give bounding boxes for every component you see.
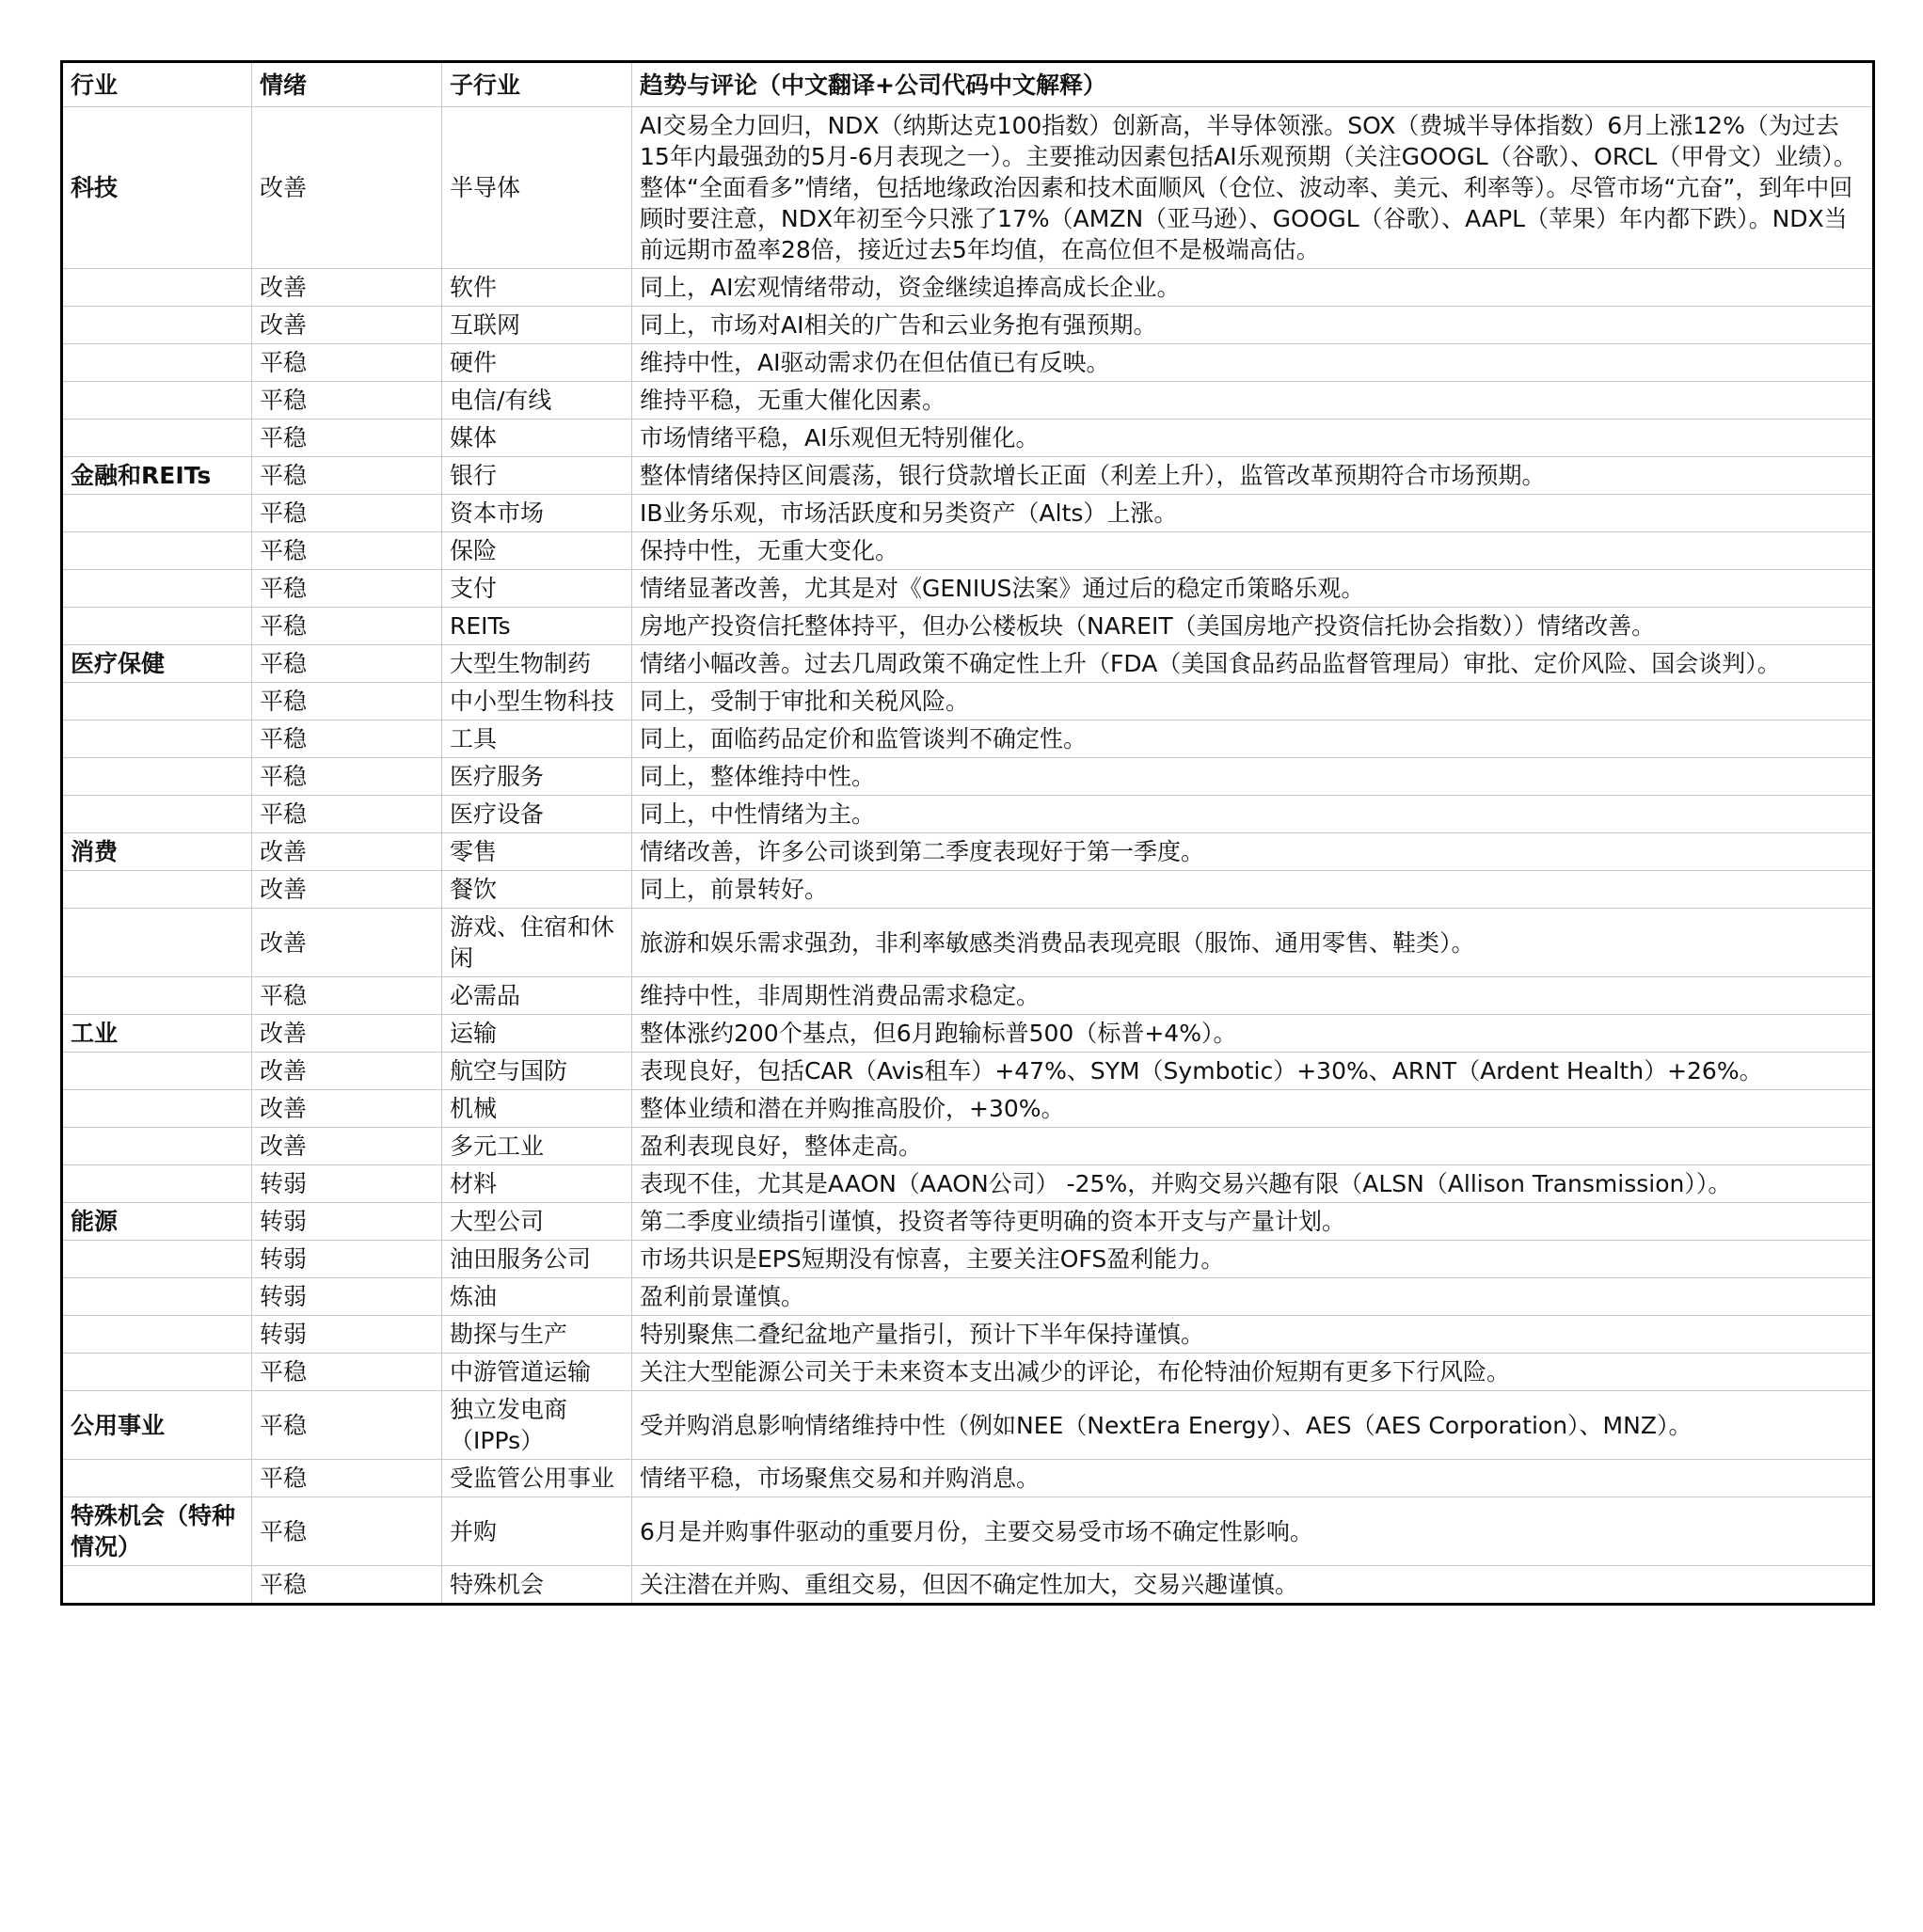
table-row bbox=[62, 1203, 1874, 1241]
industry-cell bbox=[62, 909, 252, 977]
subindustry-cell: 大型生物制药 bbox=[442, 645, 632, 683]
sentiment-cell: 转弱 bbox=[252, 1203, 442, 1241]
table-row bbox=[62, 1566, 1874, 1605]
header-sentiment: 情绪 bbox=[252, 62, 442, 107]
sentiment-cell: 改善 bbox=[252, 107, 442, 269]
subindustry-cell: 大型公司 bbox=[442, 1203, 632, 1241]
table-row bbox=[62, 608, 1874, 645]
subindustry-cell: 油田服务公司 bbox=[442, 1241, 632, 1278]
header-row bbox=[62, 62, 1874, 107]
industry-cell bbox=[62, 758, 252, 796]
sentiment-cell: 平稳 bbox=[252, 796, 442, 833]
comment-cell: 同上，中性情绪为主。 bbox=[632, 796, 1874, 833]
header-industry: 行业 bbox=[62, 62, 252, 107]
comment-cell: 同上，AI宏观情绪带动，资金继续追捧高成长企业。 bbox=[632, 269, 1874, 307]
table-row bbox=[62, 1165, 1874, 1203]
sector-sentiment-table bbox=[60, 60, 1875, 1606]
industry-cell: 金融和REITs bbox=[62, 457, 252, 495]
sentiment-cell: 平稳 bbox=[252, 608, 442, 645]
industry-cell: 工业 bbox=[62, 1015, 252, 1053]
subindustry-cell: 材料 bbox=[442, 1165, 632, 1203]
industry-cell bbox=[62, 1354, 252, 1391]
subindustry-cell: 软件 bbox=[442, 269, 632, 307]
table-row bbox=[62, 269, 1874, 307]
industry-cell bbox=[62, 1090, 252, 1128]
sentiment-cell: 改善 bbox=[252, 909, 442, 977]
subindustry-cell: 医疗服务 bbox=[442, 758, 632, 796]
sentiment-cell: 转弱 bbox=[252, 1278, 442, 1316]
comment-cell: 情绪显著改善，尤其是对《GENIUS法案》通过后的稳定币策略乐观。 bbox=[632, 570, 1874, 608]
sentiment-cell: 改善 bbox=[252, 1015, 442, 1053]
industry-cell bbox=[62, 1566, 252, 1605]
industry-cell bbox=[62, 1165, 252, 1203]
table-row bbox=[62, 721, 1874, 758]
comment-cell: 受并购消息影响情绪维持中性（例如NEE（NextEra Energy）、AES（AES Corporation）、MNZ）。 bbox=[632, 1391, 1874, 1460]
comment-cell: 维持中性，AI驱动需求仍在但估值已有反映。 bbox=[632, 344, 1874, 382]
table-row bbox=[62, 382, 1874, 420]
industry-cell bbox=[62, 1278, 252, 1316]
table-row bbox=[62, 107, 1874, 269]
subindustry-cell: 媒体 bbox=[442, 420, 632, 457]
subindustry-cell: 工具 bbox=[442, 721, 632, 758]
subindustry-cell: 零售 bbox=[442, 833, 632, 871]
table-row bbox=[62, 683, 1874, 721]
industry-cell bbox=[62, 570, 252, 608]
subindustry-cell: 电信/有线 bbox=[442, 382, 632, 420]
subindustry-cell: 支付 bbox=[442, 570, 632, 608]
table-row bbox=[62, 1391, 1874, 1460]
table-row bbox=[62, 457, 1874, 495]
comment-cell: 同上，市场对AI相关的广告和云业务抱有强预期。 bbox=[632, 307, 1874, 344]
table-row bbox=[62, 1354, 1874, 1391]
comment-cell: 整体业绩和潜在并购推高股价，+30%。 bbox=[632, 1090, 1874, 1128]
sentiment-cell: 平稳 bbox=[252, 1354, 442, 1391]
subindustry-cell: 中游管道运输 bbox=[442, 1354, 632, 1391]
table-row bbox=[62, 833, 1874, 871]
subindustry-cell: 独立发电商（IPPs） bbox=[442, 1391, 632, 1460]
subindustry-cell: 资本市场 bbox=[442, 495, 632, 532]
comment-cell: 第二季度业绩指引谨慎，投资者等待更明确的资本开支与产量计划。 bbox=[632, 1203, 1874, 1241]
subindustry-cell: 并购 bbox=[442, 1497, 632, 1566]
subindustry-cell: 运输 bbox=[442, 1015, 632, 1053]
subindustry-cell: 勘探与生产 bbox=[442, 1316, 632, 1354]
table-row bbox=[62, 1241, 1874, 1278]
industry-cell bbox=[62, 420, 252, 457]
table-row bbox=[62, 1128, 1874, 1165]
industry-cell bbox=[62, 721, 252, 758]
industry-cell bbox=[62, 1316, 252, 1354]
industry-cell bbox=[62, 1241, 252, 1278]
comment-cell: 盈利表现良好，整体走高。 bbox=[632, 1128, 1874, 1165]
subindustry-cell: 互联网 bbox=[442, 307, 632, 344]
table-row bbox=[62, 1316, 1874, 1354]
industry-cell bbox=[62, 683, 252, 721]
sentiment-cell: 改善 bbox=[252, 1090, 442, 1128]
subindustry-cell: 餐饮 bbox=[442, 871, 632, 909]
industry-cell bbox=[62, 532, 252, 570]
comment-cell: 整体情绪保持区间震荡，银行贷款增长正面（利差上升），监管改革预期符合市场预期。 bbox=[632, 457, 1874, 495]
subindustry-cell: 航空与国防 bbox=[442, 1053, 632, 1090]
sentiment-cell: 平稳 bbox=[252, 344, 442, 382]
subindustry-cell: 多元工业 bbox=[442, 1128, 632, 1165]
subindustry-cell: REITs bbox=[442, 608, 632, 645]
table-row bbox=[62, 871, 1874, 909]
comment-cell: 6月是并购事件驱动的重要月份，主要交易受市场不确定性影响。 bbox=[632, 1497, 1874, 1566]
table-row bbox=[62, 307, 1874, 344]
sentiment-cell: 转弱 bbox=[252, 1165, 442, 1203]
comment-cell: 同上，面临药品定价和监管谈判不确定性。 bbox=[632, 721, 1874, 758]
table-row bbox=[62, 420, 1874, 457]
table-row bbox=[62, 977, 1874, 1015]
sentiment-cell: 平稳 bbox=[252, 570, 442, 608]
industry-cell bbox=[62, 608, 252, 645]
comment-cell: 特别聚焦二叠纪盆地产量指引，预计下半年保持谨慎。 bbox=[632, 1316, 1874, 1354]
comment-cell: 同上，整体维持中性。 bbox=[632, 758, 1874, 796]
sentiment-cell: 改善 bbox=[252, 1053, 442, 1090]
industry-cell bbox=[62, 269, 252, 307]
industry-cell: 特殊机会（特种情况） bbox=[62, 1497, 252, 1566]
industry-cell bbox=[62, 977, 252, 1015]
subindustry-cell: 特殊机会 bbox=[442, 1566, 632, 1605]
sentiment-cell: 平稳 bbox=[252, 1566, 442, 1605]
industry-cell: 能源 bbox=[62, 1203, 252, 1241]
subindustry-cell: 保险 bbox=[442, 532, 632, 570]
table-row bbox=[62, 570, 1874, 608]
table-row bbox=[62, 1053, 1874, 1090]
sentiment-cell: 平稳 bbox=[252, 683, 442, 721]
sentiment-cell: 平稳 bbox=[252, 1460, 442, 1497]
sentiment-cell: 平稳 bbox=[252, 495, 442, 532]
table-row bbox=[62, 1090, 1874, 1128]
sentiment-cell: 转弱 bbox=[252, 1241, 442, 1278]
comment-cell: AI交易全力回归，NDX（纳斯达克100指数）创新高，半导体领涨。SOX（费城半导体指数）6月上涨12%（为过去15年内最强劲的5月-6月表现之一）。主要推动因素包括AI乐观预期（关注GOOGL（谷歌）、ORCL（甲骨文）业绩）。整体“全面看多”情绪，包括地缘政治因素和技术面顺风（仓位、波动率、美元、利率等）。尽管市场“亢奋”，到年中回顾时要注意，NDX年初至今只涨了17%（AMZN（亚马逊）、GOOGL（谷歌）、AAPL（苹果）年内都下跌）。NDX当前远期市盈率28倍，接近过去5年均值，在高位但不是极端高估。 bbox=[632, 107, 1874, 269]
industry-cell: 消费 bbox=[62, 833, 252, 871]
comment-cell: 旅游和娱乐需求强劲，非利率敏感类消费品表现亮眼（服饰、通用零售、鞋类）。 bbox=[632, 909, 1874, 977]
subindustry-cell: 必需品 bbox=[442, 977, 632, 1015]
comment-cell: 整体涨约200个基点，但6月跑输标普500（标普+4%）。 bbox=[632, 1015, 1874, 1053]
comment-cell: 表现不佳，尤其是AAON（AAON公司） -25%，并购交易兴趣有限（ALSN（Allison Transmission））。 bbox=[632, 1165, 1874, 1203]
comment-cell: 同上，受制于审批和关税风险。 bbox=[632, 683, 1874, 721]
industry-cell bbox=[62, 382, 252, 420]
sentiment-cell: 平稳 bbox=[252, 1391, 442, 1460]
table-row bbox=[62, 1460, 1874, 1497]
sentiment-cell: 改善 bbox=[252, 307, 442, 344]
industry-cell bbox=[62, 495, 252, 532]
comment-cell: IB业务乐观，市场活跃度和另类资产（Alts）上涨。 bbox=[632, 495, 1874, 532]
industry-cell bbox=[62, 307, 252, 344]
comment-cell: 同上，前景转好。 bbox=[632, 871, 1874, 909]
table-row bbox=[62, 909, 1874, 977]
table-row bbox=[62, 796, 1874, 833]
subindustry-cell: 银行 bbox=[442, 457, 632, 495]
header-trend-comment: 趋势与评论（中文翻译+公司代码中文解释） bbox=[632, 62, 1874, 107]
subindustry-cell: 医疗设备 bbox=[442, 796, 632, 833]
comment-cell: 维持平稳，无重大催化因素。 bbox=[632, 382, 1874, 420]
subindustry-cell: 机械 bbox=[442, 1090, 632, 1128]
sentiment-cell: 平稳 bbox=[252, 645, 442, 683]
table-row bbox=[62, 758, 1874, 796]
subindustry-cell: 硬件 bbox=[442, 344, 632, 382]
sentiment-cell: 平稳 bbox=[252, 721, 442, 758]
industry-cell bbox=[62, 796, 252, 833]
comment-cell: 情绪改善，许多公司谈到第二季度表现好于第一季度。 bbox=[632, 833, 1874, 871]
comment-cell: 保持中性，无重大变化。 bbox=[632, 532, 1874, 570]
table-row bbox=[62, 645, 1874, 683]
sentiment-cell: 改善 bbox=[252, 833, 442, 871]
comment-cell: 关注大型能源公司关于未来资本支出减少的评论，布伦特油价短期有更多下行风险。 bbox=[632, 1354, 1874, 1391]
table-row bbox=[62, 532, 1874, 570]
comment-cell: 市场共识是EPS短期没有惊喜，主要关注OFS盈利能力。 bbox=[632, 1241, 1874, 1278]
comment-cell: 情绪小幅改善。过去几周政策不确定性上升（FDA（美国食品药品监督管理局）审批、定价风险、国会谈判）。 bbox=[632, 645, 1874, 683]
sentiment-cell: 改善 bbox=[252, 871, 442, 909]
subindustry-cell: 炼油 bbox=[442, 1278, 632, 1316]
sentiment-cell: 平稳 bbox=[252, 758, 442, 796]
table-row bbox=[62, 1497, 1874, 1566]
sentiment-cell: 改善 bbox=[252, 269, 442, 307]
sentiment-cell: 平稳 bbox=[252, 457, 442, 495]
sentiment-cell: 转弱 bbox=[252, 1316, 442, 1354]
comment-cell: 房地产投资信托整体持平，但办公楼板块（NAREIT（美国房地产投资信托协会指数））情绪改善。 bbox=[632, 608, 1874, 645]
comment-cell: 盈利前景谨慎。 bbox=[632, 1278, 1874, 1316]
subindustry-cell: 中小型生物科技 bbox=[442, 683, 632, 721]
industry-cell: 科技 bbox=[62, 107, 252, 269]
sentiment-cell: 平稳 bbox=[252, 977, 442, 1015]
table-row bbox=[62, 495, 1874, 532]
sentiment-cell: 平稳 bbox=[252, 382, 442, 420]
sentiment-cell: 改善 bbox=[252, 1128, 442, 1165]
header-subindustry: 子行业 bbox=[442, 62, 632, 107]
table-row bbox=[62, 1278, 1874, 1316]
subindustry-cell: 受监管公用事业 bbox=[442, 1460, 632, 1497]
comment-cell: 表现良好，包括CAR（Avis租车）+47%、SYM（Symbotic）+30%、ARNT（Ardent Health）+26%。 bbox=[632, 1053, 1874, 1090]
comment-cell: 维持中性，非周期性消费品需求稳定。 bbox=[632, 977, 1874, 1015]
table-row bbox=[62, 1015, 1874, 1053]
industry-cell: 公用事业 bbox=[62, 1391, 252, 1460]
industry-cell bbox=[62, 871, 252, 909]
industry-cell bbox=[62, 1460, 252, 1497]
subindustry-cell: 半导体 bbox=[442, 107, 632, 269]
sentiment-cell: 平稳 bbox=[252, 1497, 442, 1566]
subindustry-cell: 游戏、住宿和休闲 bbox=[442, 909, 632, 977]
industry-cell: 医疗保健 bbox=[62, 645, 252, 683]
comment-cell: 情绪平稳，市场聚焦交易和并购消息。 bbox=[632, 1460, 1874, 1497]
comment-cell: 市场情绪平稳，AI乐观但无特别催化。 bbox=[632, 420, 1874, 457]
comment-cell: 关注潜在并购、重组交易，但因不确定性加大，交易兴趣谨慎。 bbox=[632, 1566, 1874, 1605]
industry-cell bbox=[62, 344, 252, 382]
sentiment-cell: 平稳 bbox=[252, 532, 442, 570]
industry-cell bbox=[62, 1128, 252, 1165]
industry-cell bbox=[62, 1053, 252, 1090]
sentiment-cell: 平稳 bbox=[252, 420, 442, 457]
table-row bbox=[62, 344, 1874, 382]
